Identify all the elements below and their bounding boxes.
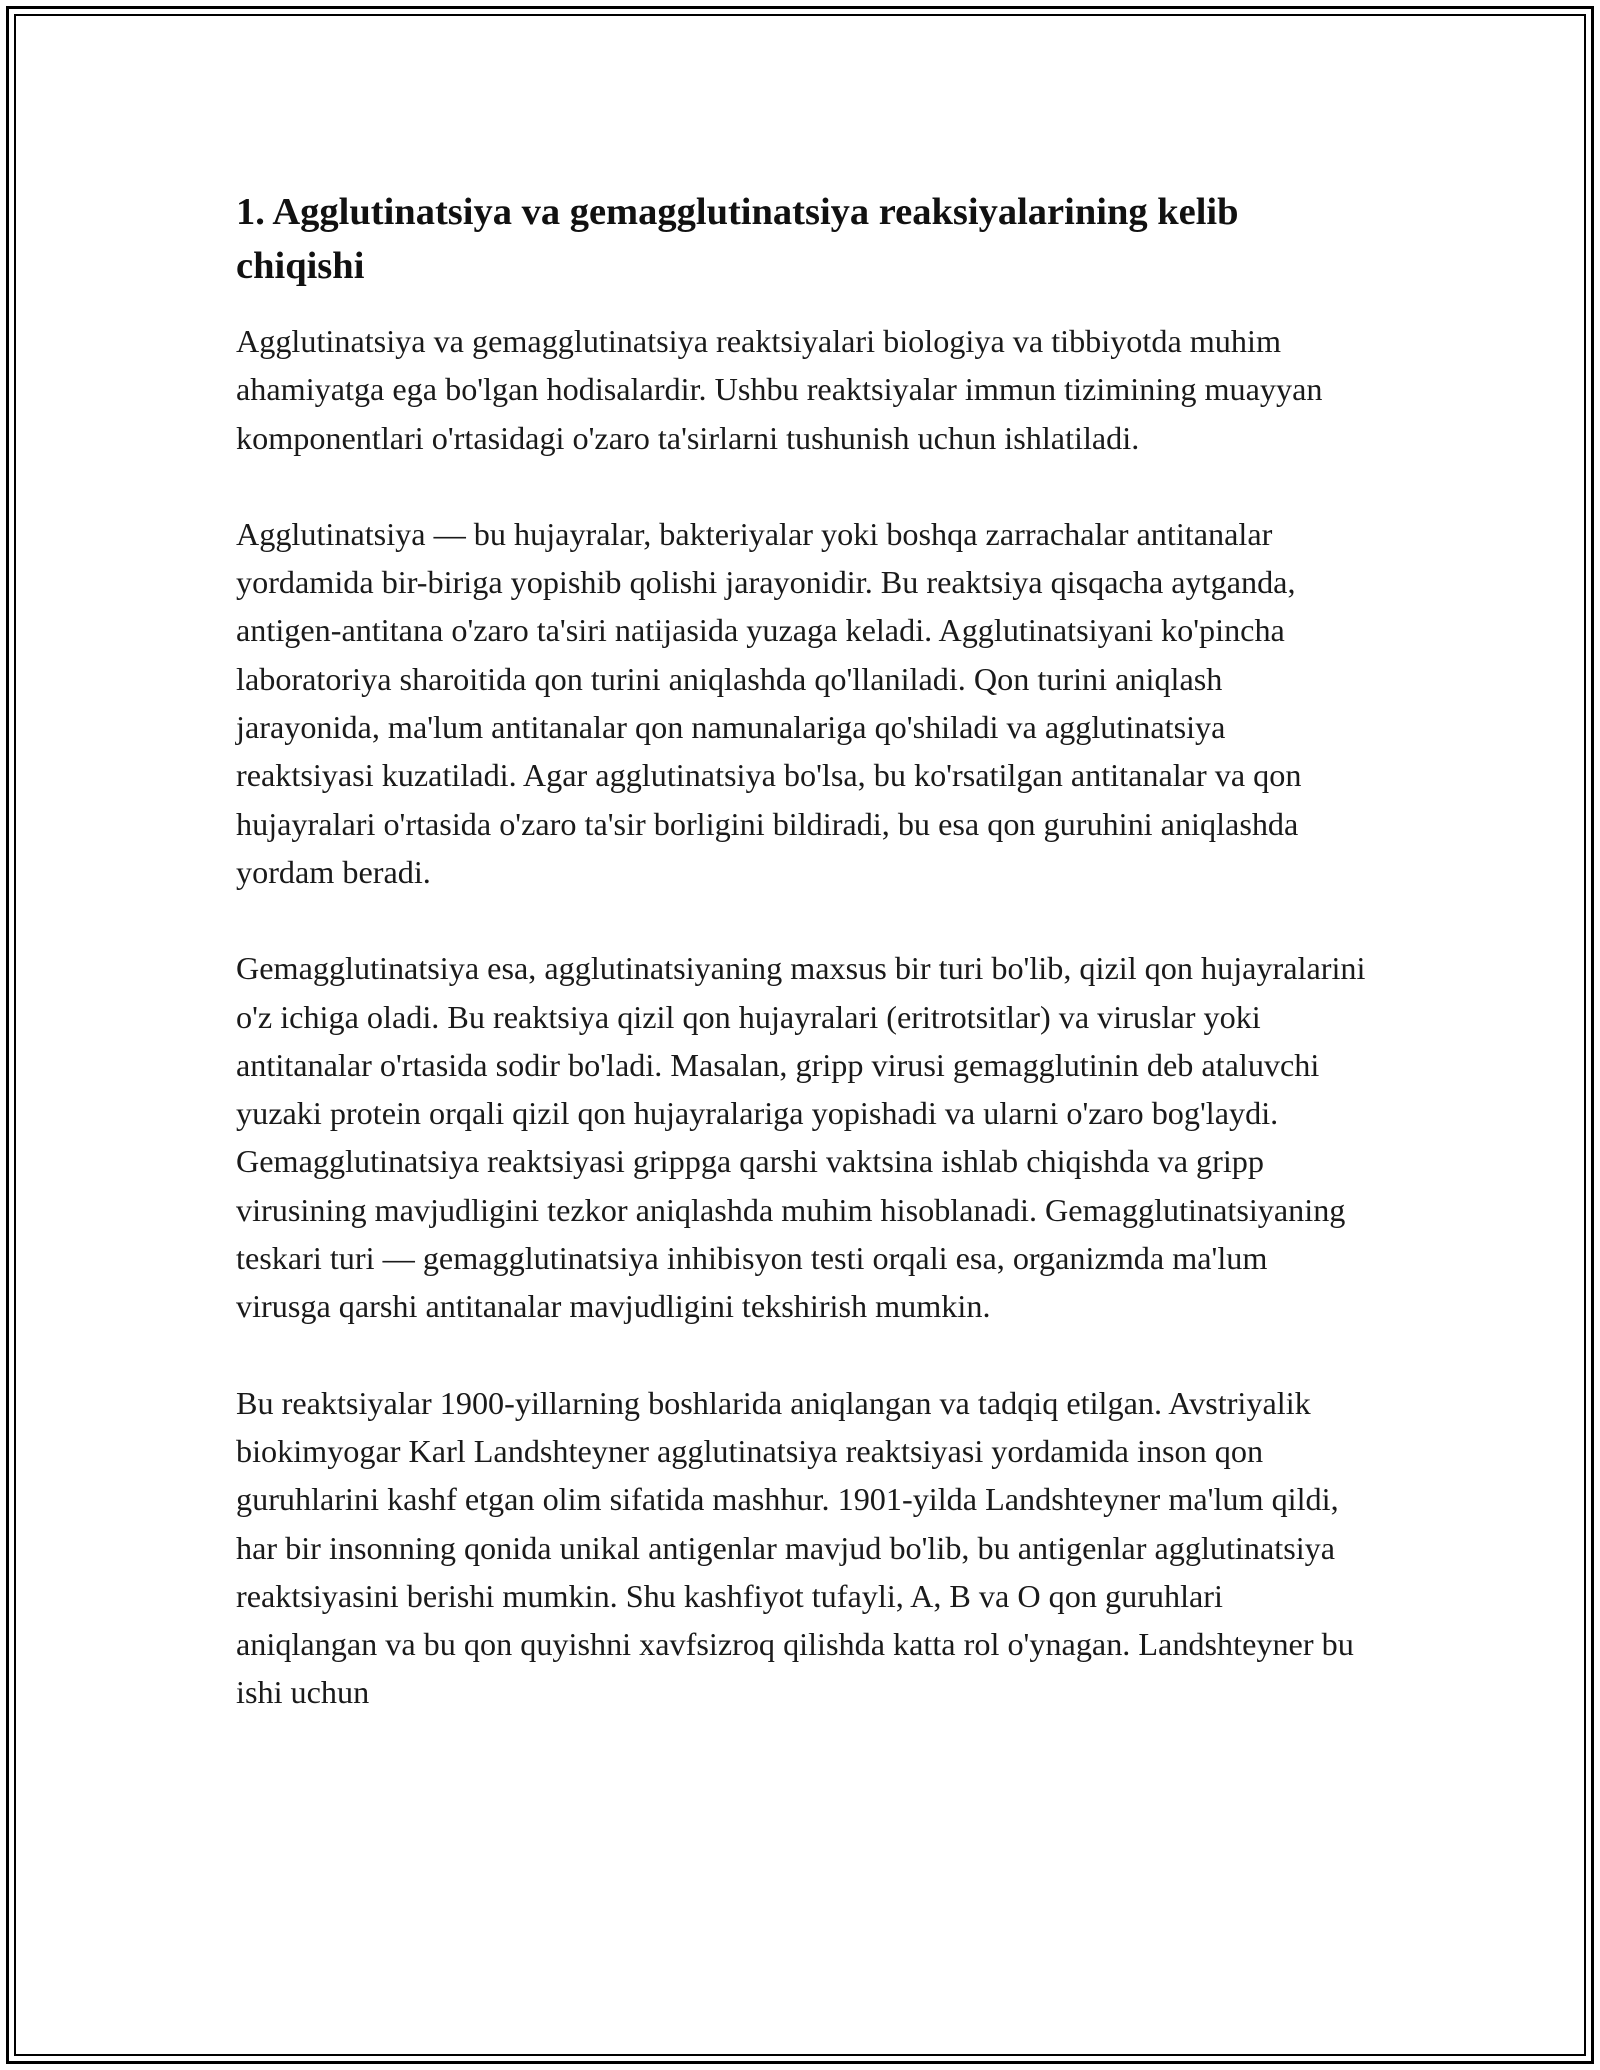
paragraph-hemagglutination: Gemagglutinatsiya esa, agglutinatsiyaning maxsus bir turi bo'lib, qizil qon hujayralarini o'z ichiga oladi. Bu reaktsiya qizil qon hujayralari (eritrotsitlar) va viruslar yoki antitanalar o'rtasida sodir bo'ladi. Masalan, gripp virusi gemagglutinin deb ataluvchi yuzaki protein orqali qizil qon hujayralariga yopishadi va ularni o'zaro bog'laydi. Gemagglutinatsiya reaktsiyasi grippga qarshi vaktsina ishlab chiqishda va gripp virusining mavjudligini tezkor aniqlashda muhim hisoblanadi. Gemagglutinatsiyaning teskari turi — gemagglutinatsiya inhibisyon testi orqali esa, organizmda ma'lum virusga qarshi antitanalar mavjudligini tekshirish mumkin. <box>236 950 1366 1325</box>
document-body <box>236 185 1366 1717</box>
paragraph-history: Bu reaktsiyalar 1900-yillarning boshlarida aniqlangan va tadqiq etilgan. Avstriyalik biokimyogar Karl Landshteyner agglutinatsiya reaktsiyasi yordamida inson qon guruhlarini kashf etgan olim sifatida mashhur. 1901-yilda Landshteyner ma'lum qildi, har bir insonning qonida unikal antigenlar mavjud bo'lib, bu antigenlar agglutinatsiya reaktsiyasini berishi mumkin. Shu kashfiyot tufayli, A, B va O qon guruhlari aniqlangan va bu qon quyishni xavfsizroq qilishda katta rol o'ynagan. Landshteyner bu ishi uchun <box>236 1384 1354 1711</box>
paragraph-intro: Agglutinatsiya va gemagglutinatsiya reaktsiyalari biologiya va tibbiyotda muhim ahamiyatga ega bo'lgan hodisalardir. Ushbu reaktsiyalar immun tizimining muayyan komponentlari o'rtasidagi o'zaro ta'sirlarni tushunish uchun ishlatiladi. <box>236 323 1323 456</box>
paragraph-agglutination: Agglutinatsiya — bu hujayralar, bakteriyalar yoki boshqa zarrachalar antitanalar yordamida bir-biriga yopishib qolishi jarayonidir. Bu reaktsiya qisqacha aytganda, antigen-antitana o'zaro ta'siri natijasida yuzaga keladi. Agglutinatsiyani ko'pincha laboratoriya sharoitida qon turini aniqlashda qo'llaniladi. Qon turini aniqlash jarayonida, ma'lum antitanalar qon namunalariga qo'shiladi va agglutinatsiya reaktsiyasi kuzatiladi. Agar agglutinatsiya bo'lsa, bu ko'rsatilgan antitanalar va qon hujayralari o'rtasida o'zaro ta'sir borligini bildiradi, bu esa qon guruhini aniqlashda yordam beradi. <box>236 515 1302 890</box>
section-heading: 1. Agglutinatsiya va gemagglutinatsiya reaksiyalarining kelib chiqishi <box>236 191 1239 287</box>
